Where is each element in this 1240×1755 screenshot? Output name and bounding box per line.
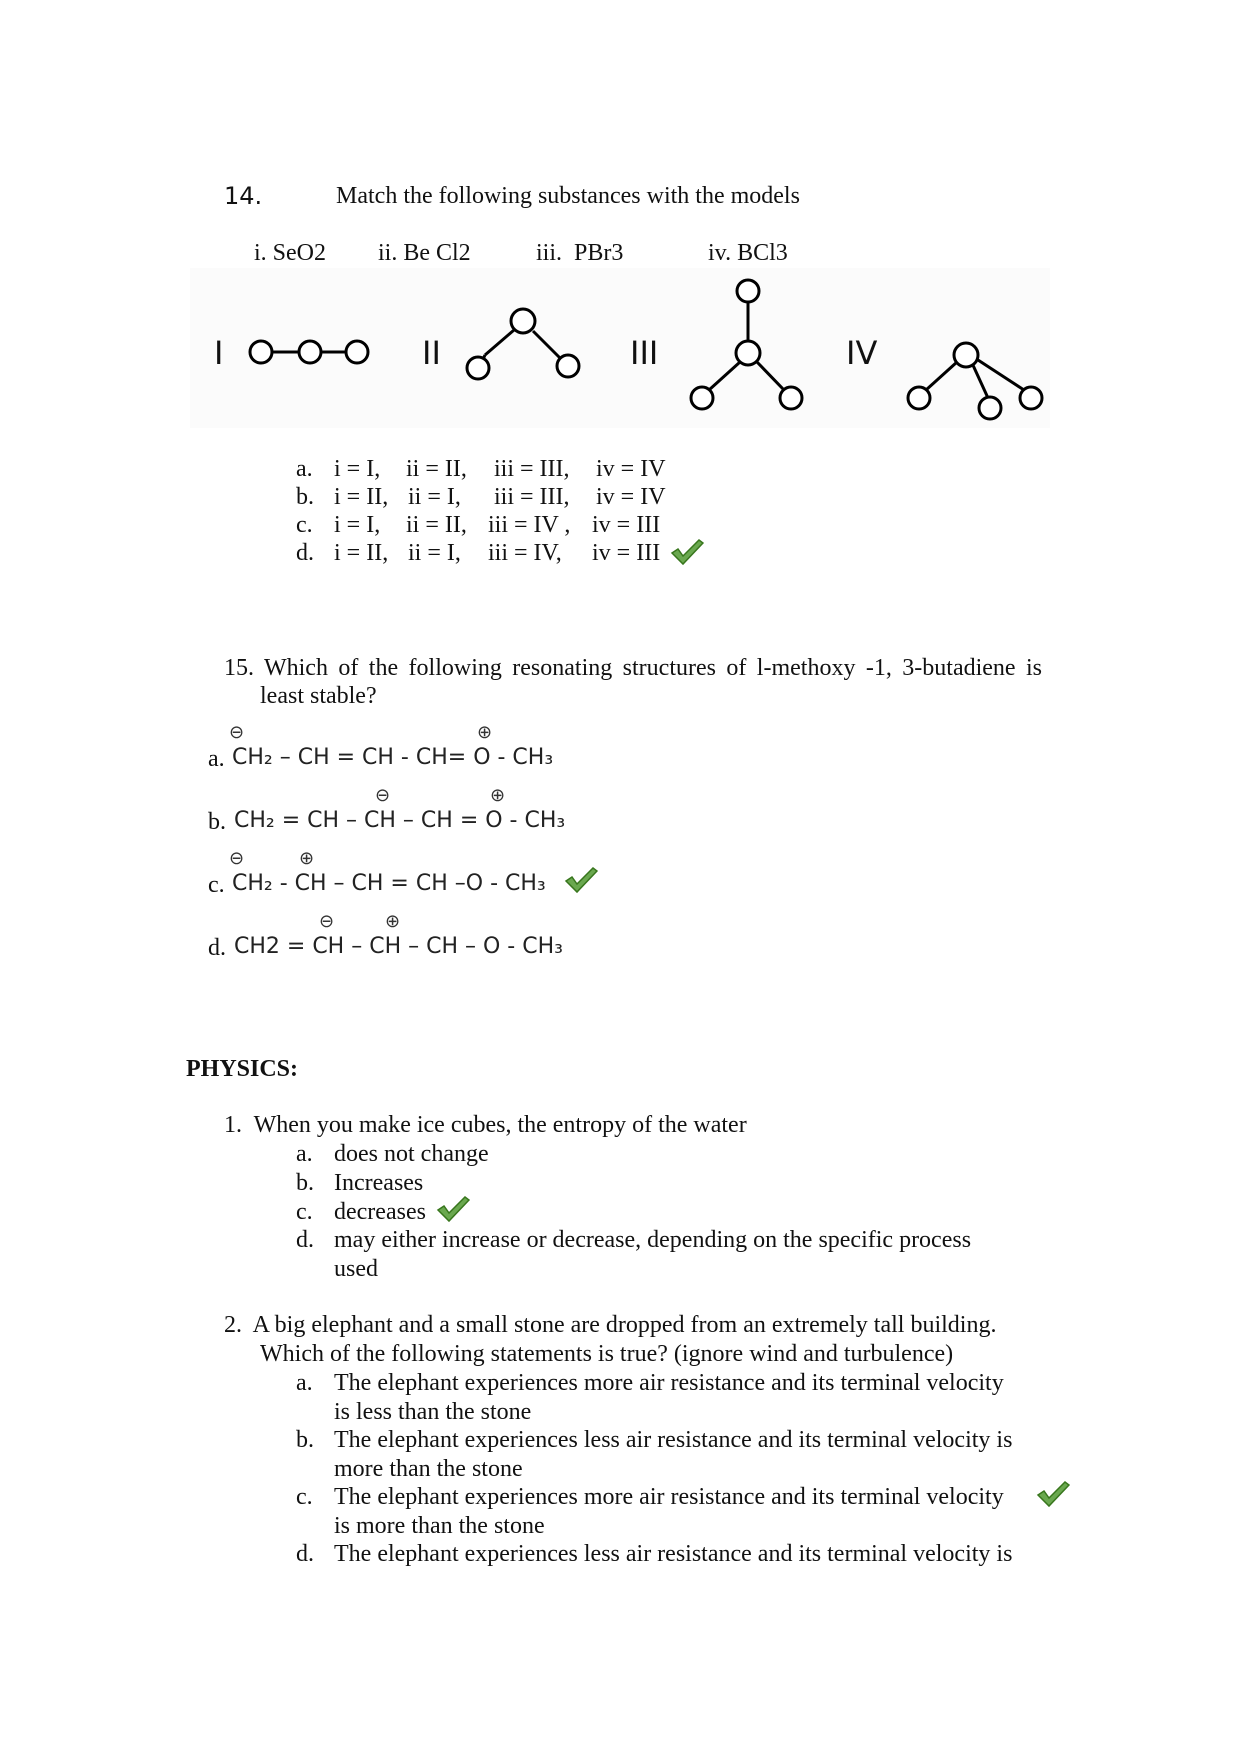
correct-check-icon [1036,1480,1070,1508]
q14-option-d-part: i = II, [334,540,389,566]
q14-option-c-letter: c. [296,512,313,538]
model-label-III: III [630,334,659,372]
physics-q1-option-b-text: Increases [334,1170,424,1196]
physics-q1-option-c-letter: c. [296,1199,313,1225]
q14-option-a-part: iv = IV [596,456,666,482]
physics-q2-option-b-cont: more than the stone [334,1456,523,1482]
molecular-models-svg [0,0,1240,460]
q14-question: Match the following substances with the models [336,183,800,209]
physics-q2-option-c-cont: is more than the stone [334,1513,545,1539]
q15-option-c-formula: CH₂ - CH – CH = CH –O - CH₃ [232,871,546,896]
physics-q2-option-a-cont: is less than the stone [334,1399,532,1425]
q14-option-c-part: i = I, [334,512,381,538]
physics-q2-option-c-text: The elephant experiences more air resistance and its terminal velocity [334,1484,1004,1510]
q15-option-a-label: a. [208,746,225,772]
physics-q1-option-c-text: decreases [334,1199,426,1225]
q15-option-a-formula: CH₂ – CH = CH - CH= O - CH₃ [232,745,554,770]
physics-q2-option-b-text: The elephant experiences less air resistance and its terminal velocity is [334,1427,1013,1453]
q14-option-b-part: iii = III, [494,484,570,510]
q15-option-d-formula: CH2 = CH – CH – CH – O - CH₃ [234,934,563,959]
model-label-IV: IV [846,334,878,372]
positive-charge-icon: ⊕ [490,785,506,806]
q14-option-b-part: ii = I, [408,484,461,510]
model-III-trigonal [691,280,802,409]
physics-q2-option-c-letter: c. [296,1484,313,1510]
physics-q2-option-d-text: The elephant experiences less air resistance and its terminal velocity is [334,1541,1013,1567]
positive-charge-icon: ⊕ [299,848,315,869]
q14-option-a-part: i = I, [334,456,381,482]
physics-q2-option-d-letter: d. [296,1541,314,1567]
negative-charge-icon: ⊖ [229,722,245,743]
q14-option-a-letter: a. [296,456,313,482]
q14-option-d-part: ii = I, [408,540,461,566]
q14-option-b-letter: b. [296,484,314,510]
q14-option-c-part: iii = IV , [488,512,571,538]
correct-check-icon [564,866,598,894]
q15-question-line1: 15. Which of the following resonating structures of l-methoxy -1, 3-butadiene is [224,655,1042,681]
physics-q1-option-a-text: does not change [334,1141,489,1167]
q14-number: 14. [224,182,263,210]
q15-option-d-label: d. [208,935,226,961]
q15-option-b-formula: CH₂ = CH – CH – CH = O - CH₃ [234,808,566,833]
physics-q2-option-a-letter: a. [296,1370,313,1396]
physics-q1-option-d-text: may either increase or decrease, depending on the specific process [334,1227,972,1253]
model-IV-pyramidal [908,343,1042,419]
model-label-II: II [422,334,441,372]
q14-option-c-part: ii = II, [406,512,467,538]
physics-q2-option-a-text: The elephant experiences more air resistance and its terminal velocity [334,1370,1004,1396]
positive-charge-icon: ⊕ [477,722,493,743]
negative-charge-icon: ⊖ [375,785,391,806]
q14-option-d-part: iv = III [592,540,661,566]
physics-q2-option-b-letter: b. [296,1427,314,1453]
q14-option-c-part: iv = III [592,512,661,538]
physics-q2-stem-line1: 2. A big elephant and a small stone are dropped from an extremely tall building. [224,1312,997,1338]
q14-option-b-part: i = II, [334,484,389,510]
positive-charge-icon: ⊕ [385,911,401,932]
q14-option-a-part: ii = II, [406,456,467,482]
q14-option-d-letter: d. [296,540,314,566]
model-II-bent [467,309,579,379]
substance-iv: iv. BCl3 [708,240,788,266]
physics-q1-option-a-letter: a. [296,1141,313,1167]
q15-option-c-label: c. [208,872,225,898]
q15-option-b-label: b. [208,809,226,835]
physics-q1-stem: 1. When you make ice cubes, the entropy of the water [224,1112,747,1138]
substance-i: i. SeO2 [254,240,326,266]
substance-iii: iii. PBr3 [536,240,624,266]
negative-charge-icon: ⊖ [319,911,335,932]
q14-option-d-part: iii = IV, [488,540,562,566]
q14-option-b-part: iv = IV [596,484,666,510]
substance-ii: ii. Be Cl2 [378,240,471,266]
physics-heading: PHYSICS: [186,1056,299,1082]
correct-check-icon [670,538,704,566]
correct-check-icon [436,1195,470,1223]
negative-charge-icon: ⊖ [229,848,245,869]
model-I-linear [250,341,368,363]
physics-q2-stem-line2: Which of the following statements is true? (ignore wind and turbulence) [260,1341,954,1367]
physics-q1-option-d-letter: d. [296,1227,314,1253]
q14-option-a-part: iii = III, [494,456,570,482]
q15-question-line2: least stable? [260,683,377,709]
model-label-I: I [214,334,224,372]
physics-q1-option-b-letter: b. [296,1170,314,1196]
physics-q1-option-d-cont: used [334,1256,378,1282]
